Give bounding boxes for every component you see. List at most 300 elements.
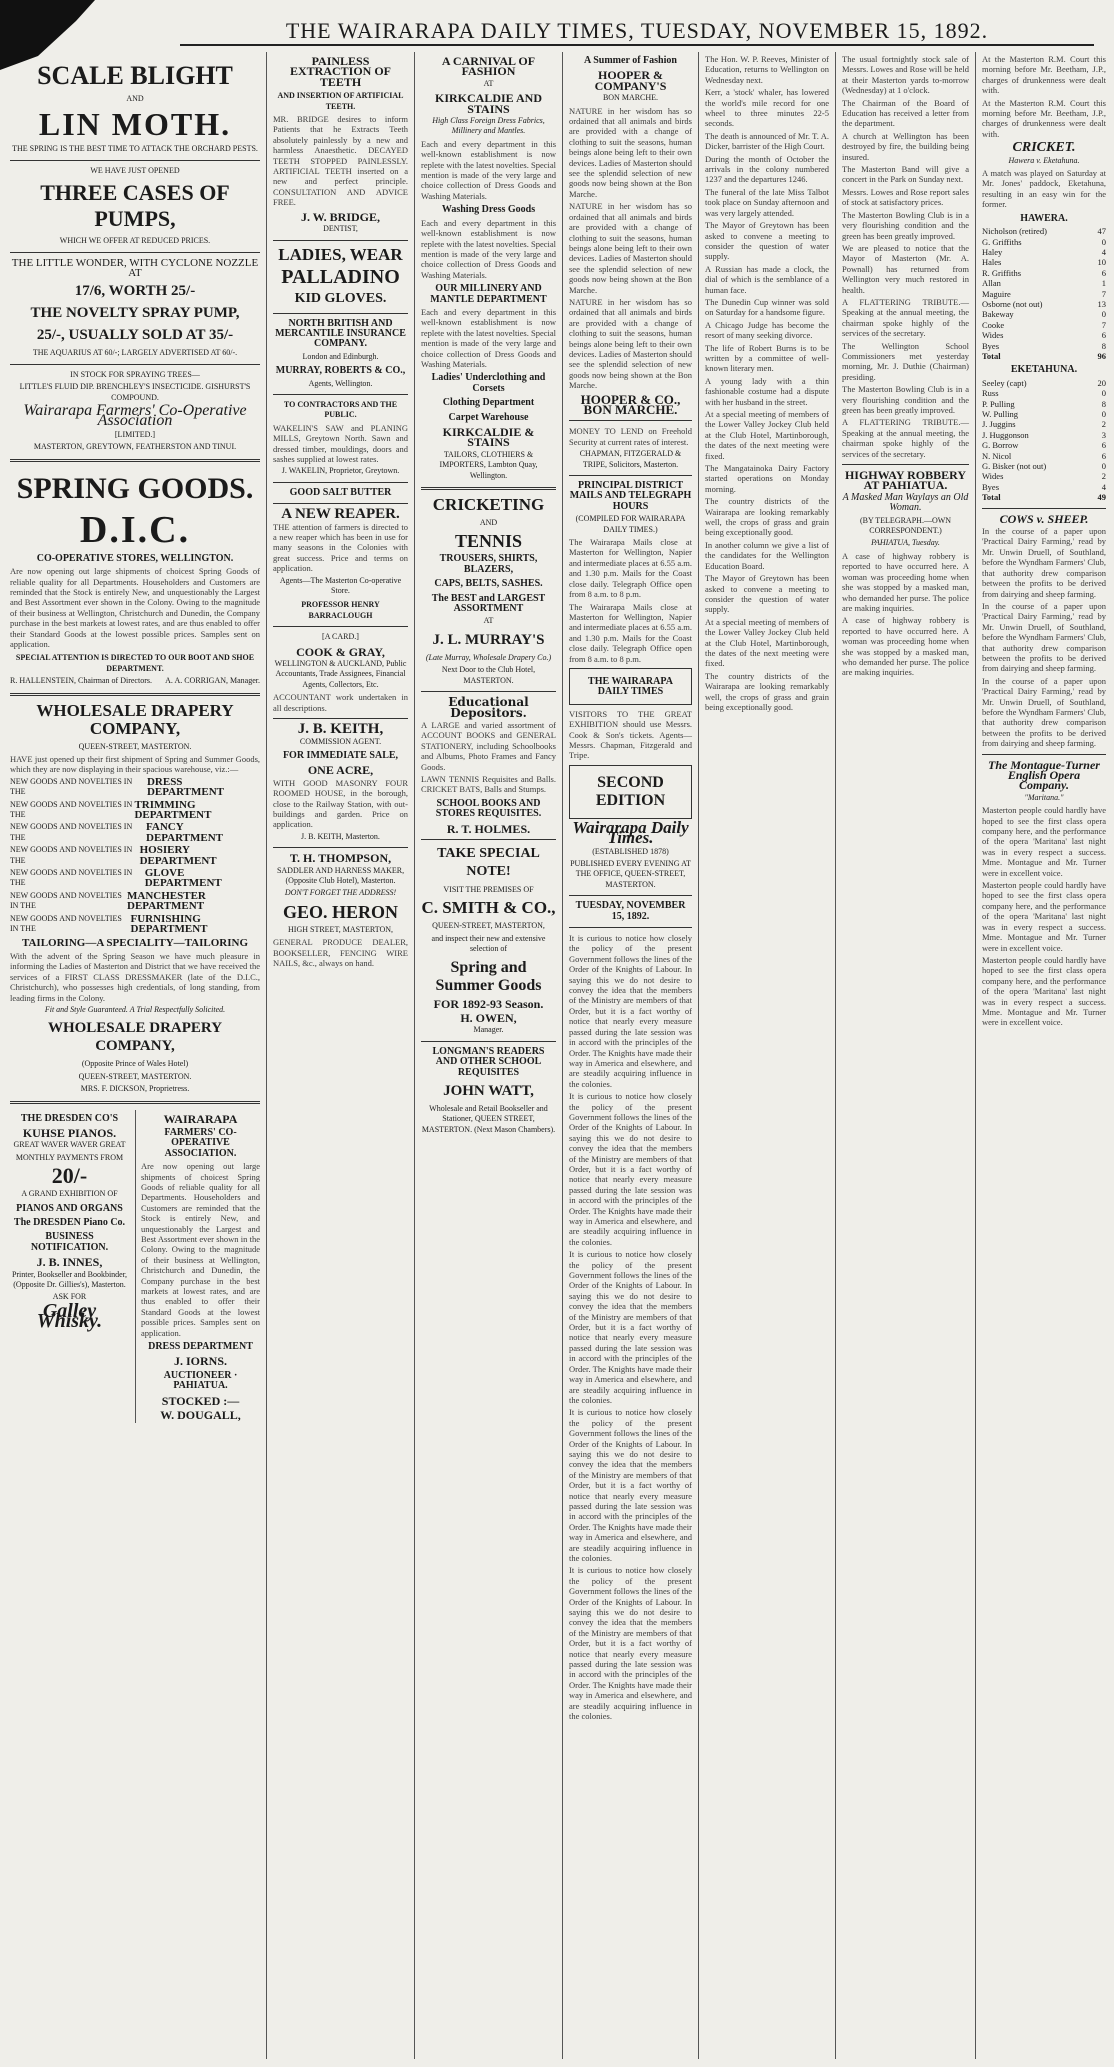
score-row — [982, 378, 1106, 388]
in-stock: IN STOCK FOR SPRAYING TREES— — [70, 369, 200, 379]
one-acre-body: WITH GOOD MASONRY FOUR ROOMED HOUSE, in the borough, close to the Railway Station, with out-buildings and garden. Price on application. — [273, 777, 408, 830]
agents: Agents, Wellington. — [308, 378, 373, 388]
wakelin-sig: J. WAKELIN, Proprietor, Greytown. — [281, 466, 400, 476]
good-butter: GOOD SALT BUTTER — [289, 486, 392, 498]
department-row — [10, 891, 260, 912]
professor: PROFESSOR HENRY BARRACLOUGH — [301, 600, 380, 620]
news-8: The Dunedin Cup winner was sold on Saturday for a handsome figure. — [705, 296, 829, 318]
spring-goods: SPRING GOODS. — [16, 471, 254, 505]
c6-news-1: The usual fortnightly stock sale of Messrs. Lowes and Rose will be held at their Masterton yards to-morrow (Wednesday) at 1 o'clock. — [842, 54, 969, 96]
jb-innes: J. B. INNES, — [36, 1255, 103, 1270]
best-largest: The BEST and LARGEST ASSORTMENT — [431, 592, 546, 615]
department-prefix: NEW GOODS AND NOVELTIES IN THE — [10, 890, 122, 911]
batsman-name: N. Nicol — [982, 450, 1012, 461]
accountant: ACCOUNTANT work undertaken in all descriptions. — [273, 692, 408, 713]
batsman-score: 7 — [1101, 288, 1106, 299]
kirkcaldie: KIRKCALDIE AND STAINS — [434, 91, 542, 116]
batsman-score: 6 — [1101, 440, 1106, 451]
longman: LONGMAN'S READERS AND OTHER SCHOOL REQUISITES — [432, 1045, 545, 1078]
department-row — [10, 800, 260, 821]
score-row — [982, 440, 1106, 450]
column-2 — [267, 52, 415, 2059]
batsman-name: W. Pulling — [982, 409, 1019, 419]
batsman-name: Cooke — [982, 319, 1005, 330]
dic-manager: A. A. CORRIGAN, Manager. — [165, 676, 260, 686]
batsman-name: Russ — [982, 388, 999, 399]
eketahuna-total-label: Total — [982, 492, 1001, 503]
high-street: HIGH STREET, MASTERTON, — [288, 924, 393, 934]
score-row — [982, 482, 1106, 492]
batsman-score: 1 — [1101, 278, 1106, 289]
queen-street-2: QUEEN-STREET, MASTERTON. — [78, 1071, 192, 1081]
news-6: The Mayor of Greytown has been asked to convene a meeting to consider the question of water supply. — [705, 220, 829, 262]
batsman-score: 0 — [1101, 461, 1106, 472]
highway-heading: HIGHWAY ROBBERY AT PAHIATUA. — [844, 468, 967, 493]
department-row — [10, 914, 260, 935]
second-edition: SECOND EDITION — [595, 773, 666, 809]
department-name: DRESS DEPARTMENT — [146, 775, 224, 799]
coop-body: Are now opening out large shipments of choicest Spring Goods of reliable quality for all Departments. Householders and Customers are reminded that the Stock is entirely New, and unquestionably the Largest and Best Assortment ever shown in the Colony. Owing to the magnitude of their business at Wellington, Christchurch and Dunedin, the Company purchase in the best markets at lowest rates, and are thus enabled to offer their Standard Goods at the lowest possible prices. Samples sent on application. — [141, 1161, 260, 1338]
one-acre: ONE ACRE, — [307, 763, 374, 778]
news-18: The country districts of the Wairarapa are looking remarkably well, the crops of grass and grain being exceptionally good. — [705, 670, 829, 712]
h-owen: H. OWEN, — [460, 1011, 517, 1025]
column-3 — [415, 52, 563, 2059]
jb-keith: J. B. KEITH, — [297, 721, 384, 738]
john-watt-sub: Wholesale and Retail Bookseller and Stationer, QUEEN STREET, MASTERTON. (Next Mason Chambers). — [421, 1104, 556, 1134]
mails-body-2: The Wairarapa Mails close at Masterton for Wellington, Napier and intermediate places at 6.55 a.m. and 1.30 p.m. Mails for the Coast close daily. Telegraph Office open from 8 a.m. to 8 p.m. — [569, 601, 692, 664]
column-1 — [4, 52, 267, 2059]
department-list — [10, 777, 260, 935]
painless-sub: AND INSERTION OF ARTIFICIAL TEETH. — [277, 91, 404, 111]
dont-forget: DON'T FORGET THE ADDRESS! — [284, 888, 397, 898]
cows-body-2: In the course of a paper upon 'Practical Dairy Farming,' read by Mr. Unwin Druell, of Southland, before the Wyndham Farmers' Club, that authority drew comparison between the profits to be derived from dairying and sheep farming. — [982, 600, 1106, 674]
opposite: (Opposite Prince of Wales Hotel) — [81, 1059, 189, 1069]
dresden-left: THE DRESDEN CO'S — [20, 1112, 119, 1124]
novelty-price: 25/-, USUALLY SOLD AT 35/- — [36, 327, 234, 344]
murray: MURRAY, ROBERTS & CO., — [275, 365, 406, 377]
carnival-at: AT — [483, 78, 494, 88]
compiled: (COMPILED FOR WAIRARAPA DAILY TIMES.) — [575, 514, 686, 534]
washing: Washing Dress Goods — [441, 204, 536, 216]
montague-body-2: Masterton people could hardly have hoped to see the first class opera company here, and the performance of the opera 'Maritana' last night was in every respect a success. Mme. Montague and Mr. Turner were in excellent voice. — [982, 880, 1106, 953]
limited: [LIMITED.] — [114, 429, 156, 439]
kirk-body-2: Each and every department in this well-known establishment is now replete with the latest novelties. Special mention is made of the very large and choice collection of Dress Goods and Washing Materials. — [421, 217, 557, 280]
batsman-score: 10 — [1097, 257, 1106, 268]
cricketing: CRICKETING — [432, 495, 545, 515]
visitors: VISITORS TO THE GREAT EXHIBITION should use Messrs. Cook & Son's tickets. Agents—Messrs. Chapman, Fitzgerald and Tripe. — [569, 708, 692, 761]
csmith: C. SMITH & CO., — [421, 898, 556, 918]
batsman-name: R. Griffiths — [982, 267, 1022, 278]
pianos-organs: PIANOS AND ORGANS — [16, 1202, 123, 1214]
department-prefix: NEW GOODS AND NOVELTIES IN THE — [10, 913, 122, 934]
c6-news-11: A FLATTERING TRIBUTE.—Speaking at the annual meeting, the chairman spoke highly of the services of the secretary. — [842, 417, 969, 459]
on-application: DRESS DEPARTMENT — [148, 1341, 253, 1353]
for-sale: FOR IMMEDIATE SALE, — [282, 749, 399, 761]
score-row — [982, 330, 1106, 340]
dic-chairman: R. HALLENSTEIN, Chairman of Directors. — [10, 676, 152, 686]
grand-exhibition: A GRAND EXHIBITION OF — [21, 1189, 118, 1199]
dic-special: SPECIAL ATTENTION IS DIRECTED TO OUR BOOT AND SHOE DEPARTMENT. — [15, 653, 255, 673]
department-name: FANCY DEPARTMENT — [146, 821, 224, 844]
score-row — [982, 257, 1106, 267]
c6-news-4: The Masterton Band will give a concert in the Park on Sunday next. — [842, 164, 969, 185]
score-row — [982, 430, 1106, 440]
highway-place: PAHIATUA, Tuesday. — [871, 538, 940, 548]
news-10: The life of Robert Burns is to be written by a committee of well-known literary men. — [705, 342, 829, 374]
wholesale-heading: WHOLESALE DRAPERY COMPANY, — [36, 700, 234, 738]
hawera-total-value: 96 — [1097, 350, 1106, 361]
reduced-prices: WHICH WE OFFER AT REDUCED PRICES. — [59, 236, 211, 246]
score-row — [982, 320, 1106, 330]
batsman-score: 8 — [1101, 398, 1106, 409]
commission-agent: COMMISSION AGENT. — [299, 736, 382, 746]
department-name: FURNISHING DEPARTMENT — [130, 912, 208, 936]
inspect: and inspect their new and extensive selection of — [431, 933, 546, 954]
score-row — [982, 461, 1106, 471]
farmers-association: Wairarapa Farmers' Co-Operative Association — [23, 402, 247, 430]
aquarius: THE AQUARIUS AT 60/-; LARGELY ADVERTISED AT 60/-. — [32, 348, 238, 358]
palladino: PALLADINO — [281, 265, 400, 288]
publication: PUBLISHED EVERY EVENING AT THE OFFICE, QUEEN-STREET, MASTERTON. — [570, 859, 691, 889]
rt-holmes: R. T. HOLMES. — [446, 821, 531, 836]
score-row — [982, 399, 1106, 409]
batsman-score: 0 — [1101, 409, 1106, 419]
column-4 — [563, 52, 699, 2059]
score-row — [982, 471, 1106, 481]
news-12: At a special meeting of members of the Lower Valley Jockey Club held at the Club Hotel, Martinborough, the dates of the next meeting were fixed. — [705, 409, 829, 461]
c6-news-9: The Wellington School Commissioners met yesterday morning, Mr. J. Duthie (Chairman) presiding. — [842, 340, 969, 382]
reaper-body: THE attention of farmers is directed to a new reaper which has been in use for many seasons in the Colonies with great success. Price and terms on application. — [273, 521, 408, 574]
batsman-name: Bakeway — [982, 309, 1014, 320]
c6-news-2: The Chairman of the Board of Education has received a letter from the department. — [842, 97, 969, 129]
hooper-2: HOOPER & CO., BON MARCHE. — [580, 391, 681, 417]
score-row — [982, 268, 1106, 278]
summer-fashion: A Summer of Fashion — [584, 55, 677, 66]
news-3: The death is announced of Mr. T. A. Dicker, barrister of the High Court. — [705, 130, 829, 152]
clothing: Clothing Department — [442, 397, 535, 409]
scale-blight-heading: SCALE BLIGHT — [37, 61, 233, 90]
score-row — [982, 409, 1106, 419]
batsman-name: Wides — [982, 471, 1004, 482]
score-row — [982, 278, 1106, 288]
jb-innes-sub: Printer, Bookseller and Bookbinder, (Opposite Dr. Gillies's), Masterton. — [11, 1269, 128, 1289]
kirk-foot-sub: TAILORS, CLOTHIERS & IMPORTERS, Lambton Quay, Wellington. — [439, 449, 538, 480]
c6-news-5: Messrs. Lowes and Rose report sales of stock at satisfactory prices. — [842, 186, 969, 208]
hooper-body: NATURE in her wisdom has so ordained that all animals and birds are provided with a change of clothing to suit the seasons, human beings alone being left to their own devices. Ladies of Masterton should see the splendid selection of new goods now being shown at the Bon Marche. — [569, 105, 692, 199]
eketahuna-total-value: 49 — [1097, 492, 1106, 503]
batsman-name: Allan — [982, 278, 1001, 289]
eketahuna-total — [982, 492, 1106, 502]
little-wonder-price: 17/6, WORTH 25/- — [74, 283, 196, 300]
card: [A CARD.] — [322, 632, 359, 642]
column-7 — [976, 52, 1112, 2059]
three-cases: THREE CASES OF PUMPS, — [40, 180, 230, 232]
edu-body: A LARGE and varied assortment of ACCOUNT BOOKS and GENERAL STATIONERY, including Schoolbooks and Albums, Photo Frames and Fancy Goods. — [421, 719, 556, 772]
department-name: MANCHESTER DEPARTMENT — [127, 889, 206, 913]
second-edition-box — [569, 765, 692, 819]
dentist: DENTIST, — [323, 224, 358, 234]
news-14: The country districts of the Wairarapa are looking remarkably well, the crops of grass and grain being exceptionally good. — [705, 496, 829, 538]
department-name: HOSIERY DEPARTMENT — [139, 844, 217, 867]
cricket-body: A match was played on Saturday at Mr. Jones' paddock, Eketahuna, resulting in an easy win for the former. — [982, 168, 1106, 210]
and-text: AND — [126, 94, 144, 103]
chapman: CHAPMAN, FITZGERALD & TRIPE, Solicitors, Masterton. — [579, 449, 682, 469]
c7-news-1b: At the Masterton R.M. Court this morning before Mr. Beetham, J.P., charges of drunkenness were dealt with. — [982, 97, 1106, 139]
season: FOR 1892-93 Season. — [433, 996, 544, 1011]
spring-summer: Spring and Summer Goods — [435, 958, 542, 994]
tailoring-body: With the advent of the Spring Season we have much pleasure in informing the Ladies of Masterton and District that we have received the services of a FIRST CLASS DRESSMAKER (late of the D.I.C., Christchurch), who possesses high credentials, of long standing, from leading firms in the Colony. — [10, 950, 260, 1003]
farmers-coop: WAIRARAPA — [163, 1111, 238, 1126]
batsman-name: G. Griffiths — [982, 236, 1022, 247]
news-11: A young lady with a thin fashionable costume had a dispute with her husband in the street. — [705, 375, 829, 407]
just-opened: WE HAVE JUST OPENED — [90, 165, 180, 175]
column-6 — [836, 52, 976, 2059]
spray-line: THE SPRING IS THE BEST TIME TO ATTACK THE ORCHARD PESTS. — [12, 144, 258, 154]
school-books: SCHOOL BOOKS AND STORES REQUISITES. — [435, 797, 542, 820]
fit-style: Fit and Style Guaranteed. A Trial Respectfully Solicited. — [44, 1004, 226, 1014]
galley-whisky: Galley Whisky. — [36, 1299, 103, 1333]
saddler: SADDLER AND HARNESS MAKER, (Opposite Club Hotel), Masterton. — [276, 865, 405, 885]
department-row — [10, 777, 260, 798]
batsman-name: Byes — [982, 340, 999, 351]
department-prefix: NEW GOODS AND NOVELTIES IN THE — [10, 845, 133, 865]
daily-times-box — [569, 668, 692, 705]
th-thompson: T. H. THOMPSON, — [289, 851, 392, 866]
next-door: Next Door to the Club Hotel, MASTERTON. — [441, 665, 536, 685]
score-row — [982, 309, 1106, 319]
reaper-agents: Agents—The Masterton Co-operative Store. — [279, 575, 402, 596]
auctioneer: AUCTIONEER · PAHIATUA. — [163, 1369, 238, 1392]
montague-body: Masterton people could hardly have hoped to see the first class opera company here, and the performance of the opera 'Maritana' last night was in every respect a success. Mme. Montague and Mr. Turner were in excellent voice. — [982, 805, 1106, 878]
news-9: A Chicago Judge has become the resort of many seeking divorce. — [705, 319, 829, 341]
cows-body-3: In the course of a paper upon 'Practical Dairy Farming,' read by Mr. Unwin Druell, of Southland, before the Wyndham Farmers' Club, that authority drew comparison between the profits to be derived from dairying and sheep farming. — [982, 675, 1106, 749]
monthly: MONTHLY PAYMENTS FROM — [15, 1152, 124, 1162]
highway-body: A case of highway robbery is reported to have occurred here. A woman was proceeding home when she was stopped by a masked man, who demanded her purse. The police are making inquiries. — [842, 550, 969, 613]
educational: Educational Depositors. — [448, 695, 529, 720]
kirk-body-3: Each and every department in this well-known establishment is now replete with the latest novelties. Special mention is made of the very large and choice collection of Dress Goods and Washing Materials. — [421, 306, 557, 369]
department-prefix: NEW GOODS AND NOVELTIES IN THE — [10, 799, 133, 819]
w-dougall: W. DOUGALL, — [160, 1408, 241, 1423]
news-13: The Mangatainoka Dairy Factory started operations on Monday morning. — [705, 463, 829, 494]
batsman-name: Maguire — [982, 288, 1011, 299]
cows-heading: COWS v. SHEEP. — [999, 511, 1089, 526]
ladies-under: Ladies' Underclothing and Corsets — [431, 372, 546, 394]
batsman-name: J. Huggonson — [982, 429, 1029, 440]
new-reaper: A NEW REAPER. — [281, 506, 400, 523]
wakelin: TO CONTRACTORS AND THE PUBLIC. — [283, 399, 398, 420]
hawera-total — [982, 351, 1106, 361]
geo-heron: GEO. HERON — [282, 901, 398, 922]
cricketing-and: AND — [479, 518, 498, 528]
carpets: Carpet Warehouse — [448, 411, 529, 423]
batsman-score: 6 — [1101, 450, 1106, 461]
department-name: GLOVE DEPARTMENT — [144, 867, 222, 890]
c6-news-3: A church at Wellington has been destroyed by fire, the building being insured. — [842, 130, 969, 162]
eketahuna-heading: EKETAHUNA. — [1010, 364, 1078, 376]
novelty-pump: THE NOVELTY SPRAY PUMP, — [30, 305, 240, 322]
masthead: THE WAIRARAPA DAILY TIMES, TUESDAY, NOVEMBER 15, 1892. — [180, 18, 1094, 46]
price-20: 20/- — [51, 1163, 88, 1189]
batsman-score: 0 — [1101, 309, 1106, 320]
established: (ESTABLISHED 1878) — [592, 846, 669, 856]
dresden-piano: The DRESDEN Piano Co. — [13, 1216, 126, 1228]
batsman-score: 0 — [1101, 236, 1106, 247]
h-owen-manager: Manager. — [473, 1025, 504, 1035]
take-special: TAKE SPECIAL NOTE! — [437, 845, 540, 879]
batsman-score: 2 — [1101, 471, 1106, 482]
issue-date: TUESDAY, NOVEMBER 15, 1892. — [575, 900, 686, 922]
news-16: The Mayor of Greytown has been asked to convene a meeting to consider the question of water supply. — [705, 573, 829, 615]
mails-body: The Wairarapa Mails close at Masterton for Wellington, Napier and intermediate places at 6.55 a.m. and 1.30 p.m. Mails for the Coast close daily. Telegraph Office open from 8 a.m. to 8 p.m. — [569, 537, 692, 600]
department-row — [10, 845, 260, 866]
farmers-coop-2: FARMERS' CO-OPERATIVE ASSOCIATION. — [164, 1126, 237, 1159]
montague-body-3: Masterton people could hardly have hoped to see the first class opera company here, and the performance of the opera 'Maritana' last night was in every respect a success. Mme. Montague and Mr. Turner were in excellent voice. — [982, 954, 1106, 1028]
news-17: At a special meeting of members of the Lower Valley Jockey Club held at the Club Hotel, Martinborough, the dates of the next meeting were fixed. — [705, 616, 829, 669]
proprietress: MRS. F. DICKSON, Proprietress. — [80, 1084, 190, 1094]
batsman-score: 20 — [1097, 377, 1106, 388]
highway-sub: A Masked Man Waylays an Old Woman. — [842, 491, 969, 514]
batsman-score: 0 — [1101, 388, 1106, 399]
batsman-name: P. Pulling — [982, 398, 1015, 409]
news-2: Kerr, a 'stock' whaler, has lowered the world's mile record for one wheel to three minutes 22-5 seconds. — [705, 87, 829, 129]
north-british: NORTH BRITISH AND MERCANTILE INSURANCE COMPANY. — [275, 317, 406, 350]
jl-sub: (Late Murray, Wholesale Drapery Co.) — [425, 652, 552, 662]
bridge-body: MR. BRIDGE desires to inform Patients that he Extracts Teeth absolutely painlessly by a new and harmless Anaesthetic. DECAYED TEETH STOPPED PAINLESSLY. ARTIFICIAL TEETH inserted on a new and perfect principle. CONSULTATION AND ADVICE FREE. — [273, 114, 408, 208]
department-row — [10, 822, 260, 843]
wholesale-heading-2: WHOLESALE DRAPERY COMPANY, — [47, 1020, 223, 1055]
department-row — [10, 868, 260, 889]
bon-marche: BON MARCHE. — [602, 93, 659, 103]
department-prefix: NEW GOODS AND NOVELTIES IN THE — [10, 868, 133, 888]
batsman-score: 47 — [1097, 226, 1106, 237]
kid-gloves: KID GLOVES. — [294, 290, 387, 306]
department-prefix: NEW GOODS AND NOVELTIES IN THE — [10, 776, 133, 797]
tailoring: TAILORING—A SPECIALITY—TAILORING — [21, 937, 249, 950]
hawera-heading: HAWERA. — [1020, 212, 1068, 224]
dic-heading: D.I.C. — [79, 508, 191, 551]
queen-street: QUEEN-STREET, MASTERTON. — [78, 741, 192, 751]
maritana: "Maritana." — [1024, 792, 1064, 802]
score-row — [982, 247, 1106, 257]
news-1: The Hon. W. P. Reeves, Minister of Education, returns to Wellington on Wednesday next. — [705, 54, 829, 85]
caps: CAPS, BELTS, SASHES. — [434, 578, 543, 590]
score-row — [982, 237, 1106, 247]
batsman-score: 3 — [1101, 429, 1106, 440]
batsman-score: 6 — [1101, 267, 1106, 278]
batsman-name: G. Bisker (not out) — [982, 461, 1047, 472]
score-row — [982, 451, 1106, 461]
batsman-name: Nicholson (retired) — [982, 226, 1047, 237]
kirk-sub: High Class Foreign Dress Fabrics, Millinery and Mantles. — [432, 116, 545, 136]
wholesale-body: HAVE just opened up their first shipment of Spring and Summer Goods, which they are now displaying in their spacious warehouse, viz.:— — [10, 753, 260, 775]
c6-news-8: A FLATTERING TRIBUTE.—Speaking at the annual meeting, the chairman spoke highly of the services of the secretary. — [842, 296, 969, 339]
eketahuna-scores — [982, 378, 1106, 492]
great-waver: GREAT WAVER WAVER GREAT — [13, 1140, 126, 1150]
london: London and Edinburgh. — [302, 351, 379, 361]
j-iorns: J. IORNS. — [173, 1354, 227, 1369]
news-4: During the month of October the arrivals in the colony numbered 1237 and the departures 1246. — [705, 153, 829, 185]
batsman-score: 13 — [1097, 298, 1106, 309]
jw-bridge: J. W. BRIDGE, — [300, 209, 381, 224]
cows-body: In the course of a paper upon 'Practical Dairy Farming,' read by Mr. Unwin Druell, of Southland, before the Wyndham Farmers' Club, that authority drew comparison between the profits to be derived from dairying and sheep farming. — [982, 526, 1106, 599]
leader-3: It is curious to notice how closely the policy of the present Government follows the lines of the Order of the Knights of Labour. In saying this we do not desire to convey the idea that the members of the Ministry are members of that Order, but it is a fact worthy of notice that nearly every measure passed during the late session was in accord with the principles of the Order. The Knights have made their way in America and elsewhere, and are steadily acquiring influence in the colonies. — [569, 1249, 692, 1405]
dic-sub: CO-OPERATIVE STORES, WELLINGTON. — [36, 552, 234, 564]
ladies-wear: LADIES, WEAR — [278, 244, 403, 264]
daily-times-box-title: THE WAIRARAPA DAILY TIMES — [588, 675, 673, 698]
leader-5: It is curious to notice how closely the policy of the present Government follows the lines of the Order of the Knights of Labour. In saying this we do not desire to convey the idea that the members of the Ministry are members of that Order, but it is a fact worthy of notice that nearly every measure passed during the late session was in accord with the principles of the Order. The Knights have made their way in America and elsewhere, and are steadily acquiring influence in the colonies. — [569, 1565, 692, 1722]
cricket-heading: CRICKET. — [1012, 140, 1076, 156]
department-prefix: NEW GOODS AND NOVELTIES IN THE — [10, 822, 133, 842]
batsman-score: 7 — [1101, 319, 1106, 330]
highway-body-2: A case of highway robbery is reported to have occurred here. A woman was proceeding home when she was stopped by a masked man, who demanded her purse. The police are making inquiries. — [842, 615, 969, 678]
dic-body: Are now opening out large shipments of choicest Spring Goods of reliable quality for all Departments. Householders and Customers are reminded that the Stock is entirely New, and unquestionably the Largest and Best Assortment ever shown in the Colony. Owing to the magnitude of their business at Wellington, Christchurch and Dunedin, the Company purchase in the best markets at lowest rates, and are thus enabled to offer their Standard Goods at the lowest possible prices. Samples sent on application. — [10, 566, 260, 649]
batsman-name: G. Borrow — [982, 440, 1019, 451]
column-5 — [699, 52, 836, 2059]
ask-for: ASK FOR — [52, 1292, 87, 1302]
kuhse-pianos: KUHSE PIANOS. — [22, 1125, 117, 1140]
painless-heading: PAINLESS EXTRACTION OF TEETH — [289, 54, 391, 89]
hooper-body-2: NATURE in her wisdom has so ordained that all animals and birds are provided with a change of clothing to suit the seasons, human beings alone being left to their own devices. Ladies of Masterton should see the splendid selection of new goods now being shown at the Bon Marche. — [569, 201, 692, 295]
john-watt: JOHN WATT, — [443, 1083, 534, 1100]
wairarapa-daily: Wairarapa Daily Times. — [572, 817, 689, 848]
batsman-score: 2 — [1101, 419, 1106, 430]
batsman-name: J. Juggins — [982, 419, 1016, 430]
c6-news-6: The Masterton Bowling Club is in a very flourishing condition and the green has been greatly improved. — [842, 209, 969, 241]
visit-premises: VISIT THE PREMISES OF — [443, 884, 534, 894]
batsman-score: 6 — [1101, 330, 1106, 341]
batsman-score: 4 — [1101, 246, 1106, 257]
stocked: STOCKED :— — [161, 1393, 240, 1408]
little-wonder: THE LITTLE WONDER, WITH CYCLONE NOZZLE AT — [11, 256, 259, 280]
score-row — [982, 419, 1106, 429]
news-5: The funeral of the late Miss Talbot took place on Sunday afternoon and was very largely attended. — [705, 186, 829, 218]
produce: GENERAL PRODUCE DEALER, BOOKSELLER, FENCING WIRE NAILS, &c., always on hand. — [273, 937, 408, 968]
principal-mails: PRINCIPAL DISTRICT MAILS AND TELEGRAPH HOURS — [569, 480, 692, 512]
c6-news-10: The Masterton Bowling Club is in a very flourishing condition and the green has been greatly improved. — [842, 384, 969, 415]
batsman-score: 4 — [1101, 481, 1106, 492]
jl-murray: J. L. MURRAY'S — [432, 631, 545, 648]
score-row — [982, 341, 1106, 351]
kirk-foot: KIRKCALDIE & STAINS — [442, 425, 535, 450]
batsman-score: 8 — [1101, 340, 1106, 351]
score-row — [982, 388, 1106, 398]
carnival: A CARNIVAL OF FASHION — [441, 54, 536, 79]
department-name: TRIMMING DEPARTMENT — [134, 798, 212, 821]
score-row — [982, 226, 1106, 236]
trousers: TROUSERS, SHIRTS, BLAZERS, — [439, 553, 538, 575]
hawera-scores — [982, 226, 1106, 351]
news-15: In another column we give a list of the candidates for the Wellington Education Board. — [705, 539, 829, 571]
towns: MASTERTON, GREYTOWN, FEATHERSTON AND TINUI. — [33, 442, 237, 452]
millinery: OUR MILLINERY AND MANTLE DEPARTMENT — [430, 283, 547, 305]
highway-byline: (BY TELEGRAPH.—OWN CORRESPONDENT.) — [859, 515, 952, 536]
score-row — [982, 289, 1106, 299]
fluids: LITTLE'S FLUID DIP. BRENCHLEY'S INSECTICIDE. GISHURST'S COMPOUND. — [19, 382, 251, 402]
batsman-name: Hales — [982, 257, 1002, 268]
cricket-match: Hawera v. Eketahuna. — [1008, 155, 1080, 165]
csmith-street: QUEEN-STREET, MASTERTON, — [432, 921, 545, 931]
montague-heading: The Montague-Turner English Opera Company. — [988, 757, 1100, 793]
leader-1: It is curious to notice how closely the policy of the present Government follows the lines of the Order of the Knights of Labour. In saying this we do not desire to convey the idea that the members of the Ministry are members of that Order, but it is a fact worthy of notice that nearly every measure passed during the late session was in accord with the principles of the Order. The Knights have made their way in America and elsewhere, and are steadily acquiring influence in the colonies. — [569, 933, 692, 1089]
score-row — [982, 299, 1106, 309]
c7-news-1: At the Masterton R.M. Court this morning before Mr. Beetham, J.P., charges of drunkenness were dealt with. — [982, 54, 1106, 96]
kirk-body: Each and every department in this well-known establishment is now replete with the latest novelties. Special mention is made of the very large and choice collection of Dress Goods and Washing Materials. — [421, 138, 557, 201]
news-7: A Russian has made a clock, the dial of which is the semblance of a human face. — [705, 263, 829, 295]
tennis: TENNIS — [454, 531, 523, 552]
hawera-total-label: Total — [982, 350, 1001, 361]
batsman-name: Byes — [982, 481, 999, 492]
wakelin-body: WAKELIN'S SAW and PLANING MILLS, Greytown North. Sawn and dressed timber, mouldings, doors and sashes supplied at lowest rates. — [273, 422, 408, 464]
